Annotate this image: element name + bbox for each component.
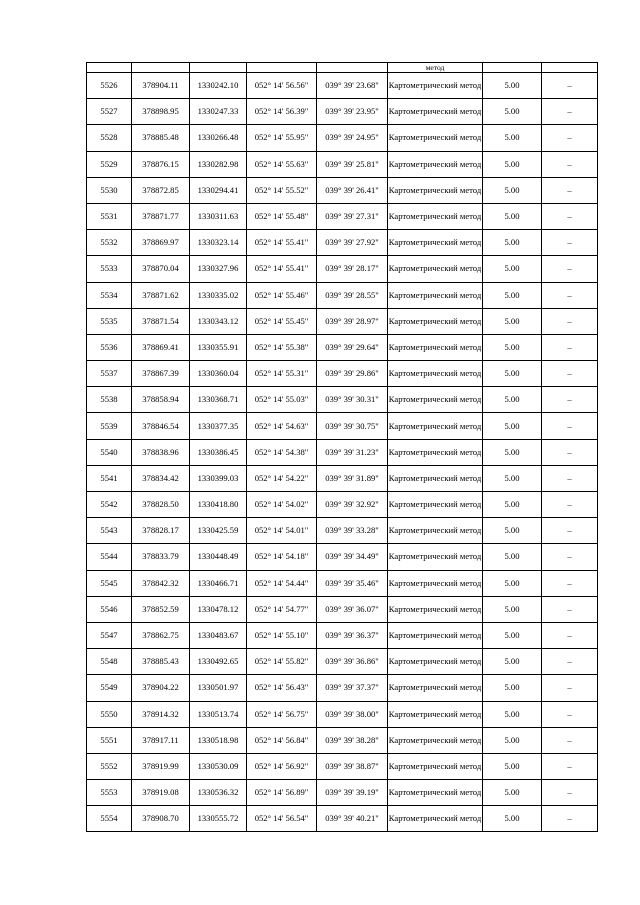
cell-method: Картометрический метод xyxy=(388,308,483,334)
table-row xyxy=(87,439,598,465)
cell-latitude: 052° 14' 54.77" xyxy=(247,596,317,622)
cell-method: Картометрический метод xyxy=(388,780,483,806)
cell-point-number: 5536 xyxy=(87,334,132,360)
cell-x-coordinate: 378904.22 xyxy=(132,675,190,701)
table-row xyxy=(87,727,598,753)
cell-y-coordinate: 1330335.02 xyxy=(190,282,247,308)
cell-latitude: 052° 14' 56.54" xyxy=(247,806,317,832)
cell-point-number: 5551 xyxy=(87,727,132,753)
cell-longitude: 039° 39' 24.95" xyxy=(317,125,388,151)
cell-x-coordinate: 378858.94 xyxy=(132,387,190,413)
cell-x-coordinate: 378919.99 xyxy=(132,753,190,779)
cell-accuracy: 5.00 xyxy=(483,177,542,203)
cell-x-coordinate: 378834.42 xyxy=(132,465,190,491)
cell-x-coordinate: 378833.79 xyxy=(132,544,190,570)
cell-y-coordinate: 1330466.71 xyxy=(190,570,247,596)
cell-x-coordinate: 378828.17 xyxy=(132,518,190,544)
cell-method: Картометрический метод xyxy=(388,387,483,413)
cell-point-number: 5527 xyxy=(87,99,132,125)
cell-y-coordinate: 1330513.74 xyxy=(190,701,247,727)
cell-point-number: 5535 xyxy=(87,308,132,334)
cell-x-coordinate: 378885.48 xyxy=(132,125,190,151)
cell-empty xyxy=(190,63,247,73)
cell-accuracy: 5.00 xyxy=(483,727,542,753)
cell-note: – xyxy=(542,282,598,308)
cell-note: – xyxy=(542,439,598,465)
cell-longitude: 039° 39' 23.68" xyxy=(317,73,388,99)
cell-method-continuation: метод xyxy=(388,63,483,73)
cell-y-coordinate: 1330323.14 xyxy=(190,230,247,256)
cell-latitude: 052° 14' 54.18" xyxy=(247,544,317,570)
cell-x-coordinate: 378917.11 xyxy=(132,727,190,753)
cell-y-coordinate: 1330536.32 xyxy=(190,780,247,806)
cell-latitude: 052° 14' 56.75" xyxy=(247,701,317,727)
cell-accuracy: 5.00 xyxy=(483,465,542,491)
cell-note: – xyxy=(542,99,598,125)
cell-latitude: 052° 14' 54.44" xyxy=(247,570,317,596)
cell-latitude: 052° 14' 56.43" xyxy=(247,675,317,701)
cell-longitude: 039° 39' 35.46" xyxy=(317,570,388,596)
cell-accuracy: 5.00 xyxy=(483,387,542,413)
cell-y-coordinate: 1330425.59 xyxy=(190,518,247,544)
cell-longitude: 039° 39' 30.31" xyxy=(317,387,388,413)
cell-point-number: 5550 xyxy=(87,701,132,727)
cell-accuracy: 5.00 xyxy=(483,753,542,779)
cell-method: Картометрический метод xyxy=(388,649,483,675)
cell-accuracy: 5.00 xyxy=(483,413,542,439)
cell-empty xyxy=(483,63,542,73)
cell-point-number: 5542 xyxy=(87,492,132,518)
cell-method: Картометрический метод xyxy=(388,282,483,308)
cell-x-coordinate: 378871.77 xyxy=(132,203,190,229)
cell-x-coordinate: 378867.39 xyxy=(132,361,190,387)
cell-latitude: 052° 14' 55.48" xyxy=(247,203,317,229)
cell-x-coordinate: 378919.08 xyxy=(132,780,190,806)
cell-note: – xyxy=(542,753,598,779)
cell-y-coordinate: 1330355.91 xyxy=(190,334,247,360)
cell-point-number: 5541 xyxy=(87,465,132,491)
cell-accuracy: 5.00 xyxy=(483,492,542,518)
cell-method: Картометрический метод xyxy=(388,256,483,282)
cell-latitude: 052° 14' 54.22" xyxy=(247,465,317,491)
cell-method: Картометрический метод xyxy=(388,596,483,622)
table-row xyxy=(87,230,598,256)
cell-method: Картометрический метод xyxy=(388,570,483,596)
cell-latitude: 052° 14' 55.03" xyxy=(247,387,317,413)
cell-note: – xyxy=(542,203,598,229)
table-row xyxy=(87,203,598,229)
cell-longitude: 039° 39' 26.41" xyxy=(317,177,388,203)
cell-point-number: 5547 xyxy=(87,622,132,648)
cell-y-coordinate: 1330242.10 xyxy=(190,73,247,99)
cell-y-coordinate: 1330247.33 xyxy=(190,99,247,125)
table-row xyxy=(87,570,598,596)
cell-accuracy: 5.00 xyxy=(483,151,542,177)
cell-x-coordinate: 378872.85 xyxy=(132,177,190,203)
cell-point-number: 5554 xyxy=(87,806,132,832)
cell-longitude: 039° 39' 38.87" xyxy=(317,753,388,779)
table-row xyxy=(87,125,598,151)
cell-x-coordinate: 378852.59 xyxy=(132,596,190,622)
cell-latitude: 052° 14' 56.92" xyxy=(247,753,317,779)
cell-x-coordinate: 378908.70 xyxy=(132,806,190,832)
table-row xyxy=(87,361,598,387)
cell-method: Картометрический метод xyxy=(388,177,483,203)
cell-accuracy: 5.00 xyxy=(483,125,542,151)
cell-point-number: 5549 xyxy=(87,675,132,701)
cell-longitude: 039° 39' 38.00" xyxy=(317,701,388,727)
cell-point-number: 5532 xyxy=(87,230,132,256)
cell-empty xyxy=(542,63,598,73)
table-row xyxy=(87,73,598,99)
cell-y-coordinate: 1330501.97 xyxy=(190,675,247,701)
cell-longitude: 039° 39' 38.28" xyxy=(317,727,388,753)
cell-y-coordinate: 1330518.98 xyxy=(190,727,247,753)
cell-point-number: 5528 xyxy=(87,125,132,151)
cell-latitude: 052° 14' 55.10" xyxy=(247,622,317,648)
cell-method: Картометрический метод xyxy=(388,701,483,727)
cell-x-coordinate: 378842.32 xyxy=(132,570,190,596)
cell-note: – xyxy=(542,230,598,256)
cell-point-number: 5539 xyxy=(87,413,132,439)
cell-x-coordinate: 378869.97 xyxy=(132,230,190,256)
cell-latitude: 052° 14' 54.38" xyxy=(247,439,317,465)
cell-note: – xyxy=(542,334,598,360)
cell-method: Картометрический метод xyxy=(388,230,483,256)
cell-accuracy: 5.00 xyxy=(483,73,542,99)
table-row xyxy=(87,282,598,308)
cell-longitude: 039° 39' 23.95" xyxy=(317,99,388,125)
cell-accuracy: 5.00 xyxy=(483,334,542,360)
table-row xyxy=(87,780,598,806)
cell-latitude: 052° 14' 56.84" xyxy=(247,727,317,753)
cell-longitude: 039° 39' 39.19" xyxy=(317,780,388,806)
cell-accuracy: 5.00 xyxy=(483,596,542,622)
cell-point-number: 5537 xyxy=(87,361,132,387)
cell-x-coordinate: 378885.43 xyxy=(132,649,190,675)
cell-method: Картометрический метод xyxy=(388,125,483,151)
cell-y-coordinate: 1330386.45 xyxy=(190,439,247,465)
cell-y-coordinate: 1330311.63 xyxy=(190,203,247,229)
cell-method: Картометрический метод xyxy=(388,544,483,570)
table-row xyxy=(87,544,598,570)
cell-method: Картометрический метод xyxy=(388,99,483,125)
cell-accuracy: 5.00 xyxy=(483,99,542,125)
cell-note: – xyxy=(542,622,598,648)
cell-longitude: 039° 39' 30.75" xyxy=(317,413,388,439)
cell-y-coordinate: 1330448.49 xyxy=(190,544,247,570)
cell-method: Картометрический метод xyxy=(388,465,483,491)
cell-point-number: 5531 xyxy=(87,203,132,229)
table-row xyxy=(87,465,598,491)
table-row xyxy=(87,413,598,439)
cell-accuracy: 5.00 xyxy=(483,256,542,282)
cell-point-number: 5553 xyxy=(87,780,132,806)
cell-latitude: 052° 14' 54.02" xyxy=(247,492,317,518)
table-row xyxy=(87,334,598,360)
cell-note: – xyxy=(542,780,598,806)
cell-note: – xyxy=(542,256,598,282)
cell-latitude: 052° 14' 55.41" xyxy=(247,256,317,282)
cell-longitude: 039° 39' 28.55" xyxy=(317,282,388,308)
cell-x-coordinate: 378846.54 xyxy=(132,413,190,439)
cell-accuracy: 5.00 xyxy=(483,439,542,465)
cell-y-coordinate: 1330266.48 xyxy=(190,125,247,151)
cell-x-coordinate: 378862.75 xyxy=(132,622,190,648)
cell-note: – xyxy=(542,387,598,413)
cell-x-coordinate: 378898.95 xyxy=(132,99,190,125)
cell-empty xyxy=(247,63,317,73)
cell-latitude: 052° 14' 55.45" xyxy=(247,308,317,334)
cell-note: – xyxy=(542,465,598,491)
cell-latitude: 052° 14' 55.52" xyxy=(247,177,317,203)
cell-note: – xyxy=(542,413,598,439)
cell-y-coordinate: 1330530.09 xyxy=(190,753,247,779)
table-row-continuation xyxy=(87,63,598,73)
cell-point-number: 5526 xyxy=(87,73,132,99)
cell-note: – xyxy=(542,518,598,544)
table-row xyxy=(87,492,598,518)
cell-method: Картометрический метод xyxy=(388,334,483,360)
cell-x-coordinate: 378870.04 xyxy=(132,256,190,282)
cell-note: – xyxy=(542,73,598,99)
cell-point-number: 5552 xyxy=(87,753,132,779)
table-row xyxy=(87,649,598,675)
cell-longitude: 039° 39' 34.49" xyxy=(317,544,388,570)
table-row xyxy=(87,387,598,413)
cell-accuracy: 5.00 xyxy=(483,675,542,701)
cell-accuracy: 5.00 xyxy=(483,806,542,832)
cell-longitude: 039° 39' 31.23" xyxy=(317,439,388,465)
cell-method: Картометрический метод xyxy=(388,203,483,229)
cell-y-coordinate: 1330483.67 xyxy=(190,622,247,648)
cell-longitude: 039° 39' 40.21" xyxy=(317,806,388,832)
cell-y-coordinate: 1330368.71 xyxy=(190,387,247,413)
cell-x-coordinate: 378914.32 xyxy=(132,701,190,727)
table-row xyxy=(87,701,598,727)
cell-method: Картометрический метод xyxy=(388,492,483,518)
table-row xyxy=(87,151,598,177)
cell-longitude: 039° 39' 25.81" xyxy=(317,151,388,177)
cell-accuracy: 5.00 xyxy=(483,780,542,806)
cell-accuracy: 5.00 xyxy=(483,361,542,387)
cell-accuracy: 5.00 xyxy=(483,282,542,308)
cell-accuracy: 5.00 xyxy=(483,230,542,256)
cell-x-coordinate: 378904.11 xyxy=(132,73,190,99)
table-row xyxy=(87,753,598,779)
cell-x-coordinate: 378871.62 xyxy=(132,282,190,308)
cell-latitude: 052° 14' 55.38" xyxy=(247,334,317,360)
cell-latitude: 052° 14' 54.01" xyxy=(247,518,317,544)
cell-accuracy: 5.00 xyxy=(483,570,542,596)
table-row xyxy=(87,177,598,203)
cell-note: – xyxy=(542,544,598,570)
cell-latitude: 052° 14' 55.46" xyxy=(247,282,317,308)
cell-latitude: 052° 14' 56.39" xyxy=(247,99,317,125)
table-row xyxy=(87,308,598,334)
cell-latitude: 052° 14' 55.82" xyxy=(247,649,317,675)
cell-method: Картометрический метод xyxy=(388,439,483,465)
cell-method: Картометрический метод xyxy=(388,753,483,779)
cell-empty xyxy=(317,63,388,73)
cell-y-coordinate: 1330399.03 xyxy=(190,465,247,491)
table-row xyxy=(87,596,598,622)
cell-longitude: 039° 39' 27.92" xyxy=(317,230,388,256)
cell-point-number: 5530 xyxy=(87,177,132,203)
cell-y-coordinate: 1330418.80 xyxy=(190,492,247,518)
cell-latitude: 052° 14' 56.89" xyxy=(247,780,317,806)
cell-y-coordinate: 1330492.65 xyxy=(190,649,247,675)
cell-point-number: 5543 xyxy=(87,518,132,544)
cell-accuracy: 5.00 xyxy=(483,701,542,727)
cell-note: – xyxy=(542,177,598,203)
cell-y-coordinate: 1330294.41 xyxy=(190,177,247,203)
cell-note: – xyxy=(542,806,598,832)
cell-x-coordinate: 378876.15 xyxy=(132,151,190,177)
cell-longitude: 039° 39' 32.92" xyxy=(317,492,388,518)
cell-latitude: 052° 14' 54.63" xyxy=(247,413,317,439)
cell-latitude: 052° 14' 55.95" xyxy=(247,125,317,151)
cell-point-number: 5538 xyxy=(87,387,132,413)
cell-method: Картометрический метод xyxy=(388,361,483,387)
cell-accuracy: 5.00 xyxy=(483,203,542,229)
cell-y-coordinate: 1330377.35 xyxy=(190,413,247,439)
cell-note: – xyxy=(542,570,598,596)
table-row xyxy=(87,806,598,832)
cell-note: – xyxy=(542,649,598,675)
cell-accuracy: 5.00 xyxy=(483,622,542,648)
cell-accuracy: 5.00 xyxy=(483,649,542,675)
cell-point-number: 5540 xyxy=(87,439,132,465)
cell-method: Картометрический метод xyxy=(388,622,483,648)
cell-longitude: 039° 39' 36.86" xyxy=(317,649,388,675)
cell-note: – xyxy=(542,361,598,387)
cell-latitude: 052° 14' 55.63" xyxy=(247,151,317,177)
cell-y-coordinate: 1330343.12 xyxy=(190,308,247,334)
cell-point-number: 5529 xyxy=(87,151,132,177)
cell-y-coordinate: 1330327.96 xyxy=(190,256,247,282)
cell-note: – xyxy=(542,596,598,622)
table-row xyxy=(87,256,598,282)
cell-accuracy: 5.00 xyxy=(483,544,542,570)
cell-longitude: 039° 39' 29.86" xyxy=(317,361,388,387)
cell-method: Картометрический метод xyxy=(388,727,483,753)
cell-note: – xyxy=(542,125,598,151)
cell-x-coordinate: 378828.50 xyxy=(132,492,190,518)
cell-empty xyxy=(132,63,190,73)
table-row xyxy=(87,99,598,125)
cell-point-number: 5545 xyxy=(87,570,132,596)
cell-method: Картометрический метод xyxy=(388,151,483,177)
cell-latitude: 052° 14' 56.56" xyxy=(247,73,317,99)
cell-point-number: 5544 xyxy=(87,544,132,570)
cell-note: – xyxy=(542,308,598,334)
cell-longitude: 039° 39' 29.64" xyxy=(317,334,388,360)
cell-x-coordinate: 378869.41 xyxy=(132,334,190,360)
cell-y-coordinate: 1330360.04 xyxy=(190,361,247,387)
cell-note: – xyxy=(542,151,598,177)
cell-longitude: 039° 39' 37.37" xyxy=(317,675,388,701)
cell-empty xyxy=(87,63,132,73)
cell-note: – xyxy=(542,701,598,727)
cell-y-coordinate: 1330478.12 xyxy=(190,596,247,622)
cell-point-number: 5548 xyxy=(87,649,132,675)
table-body xyxy=(87,63,598,832)
cell-method: Картометрический метод xyxy=(388,675,483,701)
cell-latitude: 052° 14' 55.31" xyxy=(247,361,317,387)
cell-x-coordinate: 378871.54 xyxy=(132,308,190,334)
cell-longitude: 039° 39' 28.17" xyxy=(317,256,388,282)
cell-x-coordinate: 378838.96 xyxy=(132,439,190,465)
cell-method: Картометрический метод xyxy=(388,413,483,439)
cell-point-number: 5546 xyxy=(87,596,132,622)
table-row xyxy=(87,622,598,648)
cell-note: – xyxy=(542,492,598,518)
cell-note: – xyxy=(542,727,598,753)
cell-point-number: 5533 xyxy=(87,256,132,282)
table-row xyxy=(87,675,598,701)
cell-longitude: 039° 39' 33.28" xyxy=(317,518,388,544)
cell-longitude: 039° 39' 36.07" xyxy=(317,596,388,622)
cell-latitude: 052° 14' 55.41" xyxy=(247,230,317,256)
cell-longitude: 039° 39' 36.37" xyxy=(317,622,388,648)
cell-point-number: 5534 xyxy=(87,282,132,308)
cell-method: Картометрический метод xyxy=(388,73,483,99)
cell-y-coordinate: 1330282.98 xyxy=(190,151,247,177)
cell-longitude: 039° 39' 31.89" xyxy=(317,465,388,491)
table-row xyxy=(87,518,598,544)
cell-note: – xyxy=(542,675,598,701)
cell-y-coordinate: 1330555.72 xyxy=(190,806,247,832)
cell-longitude: 039° 39' 27.31" xyxy=(317,203,388,229)
cell-accuracy: 5.00 xyxy=(483,518,542,544)
cell-accuracy: 5.00 xyxy=(483,308,542,334)
cell-method: Картометрический метод xyxy=(388,806,483,832)
coordinates-table xyxy=(86,62,598,832)
cell-longitude: 039° 39' 28.97" xyxy=(317,308,388,334)
cell-method: Картометрический метод xyxy=(388,518,483,544)
